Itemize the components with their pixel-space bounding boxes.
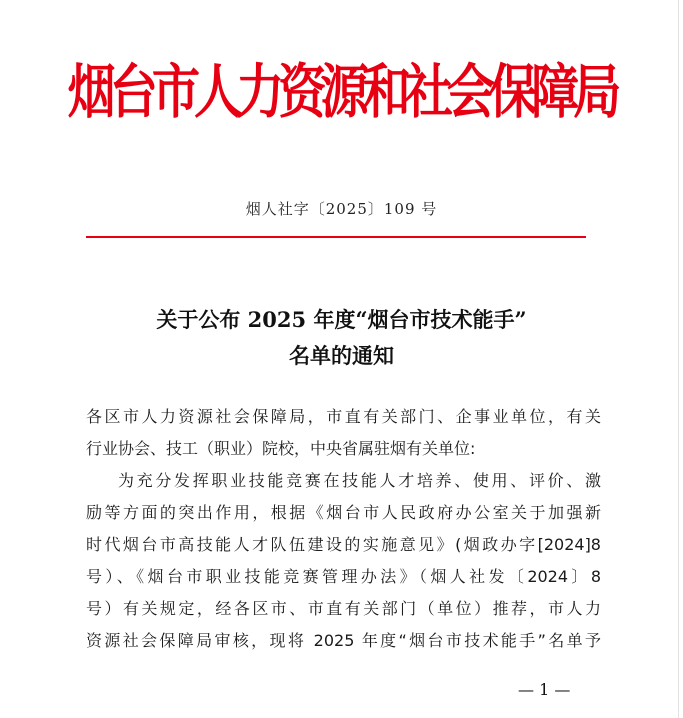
body-line: 资源社会保障局审核，现将 2025 年度“烟台市技术能手”名单予 — [86, 631, 601, 650]
body-line: 号）、《烟台市职业技能竞赛管理办法》（烟人社发〔2024〕8 — [86, 567, 601, 586]
title-line-1: 关于公布 2025 年度“烟台市技术能手” — [156, 307, 527, 332]
issuing-agency-masthead: 烟台市人力资源和社会保障局 — [67, 57, 616, 127]
title-line-2: 名单的通知 — [289, 343, 394, 368]
document-body — [86, 401, 601, 657]
body-line: 为充分发挥职业技能竞赛在技能人才培养、使用、评价、激 — [118, 471, 601, 490]
body-line: 励等方面的突出作用，根据《烟台市人民政府办公室关于加强新 — [86, 503, 601, 522]
red-separator-rule — [86, 236, 586, 238]
body-line: 各区市人力资源社会保障局，市直有关部门、企事业单位，有关 — [86, 407, 601, 426]
body-line: 行业协会、技工（职业）院校，中央省属驻烟有关单位: — [86, 439, 476, 458]
page-number: — 1 — — [518, 680, 571, 699]
body-line: 号）有关规定，经各区市、市直有关部门（单位）推荐，市人力 — [86, 599, 601, 618]
document-number: 烟人社字〔2025〕109 号 — [245, 200, 438, 218]
document-title — [0, 302, 683, 374]
body-line: 时代烟台市高技能人才队伍建设的实施意见》(烟政办字[2024]8 — [86, 535, 601, 554]
